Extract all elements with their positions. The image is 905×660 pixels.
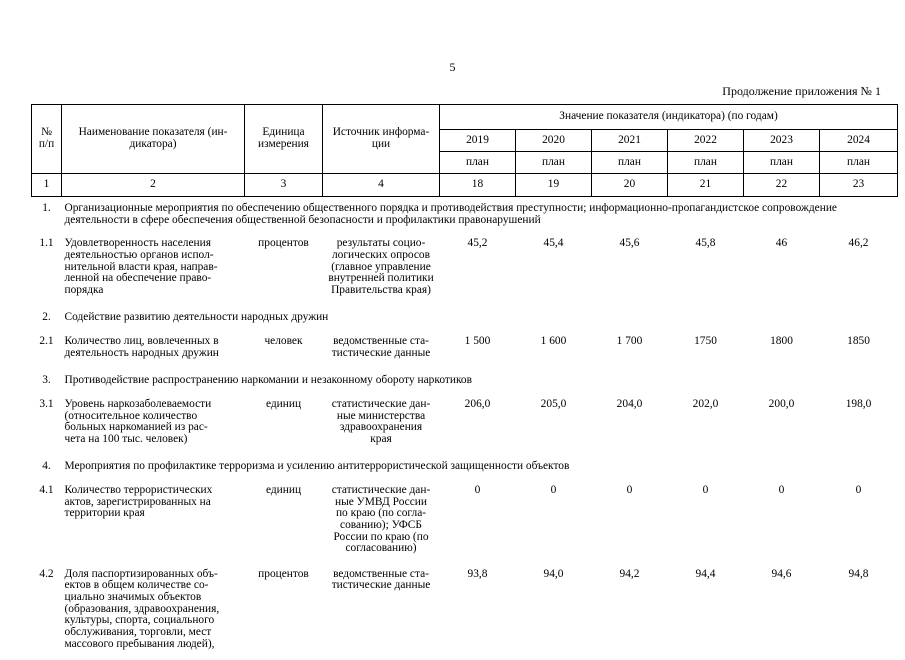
col-number: 4 xyxy=(323,174,440,197)
year-value: 46,2 xyxy=(820,234,898,306)
section-number: 1. xyxy=(32,197,62,235)
indicator-name: Удовлетворенность населения деятельностью органов испол- нительной власти края, направ- ленной на обеспечение право- порядка xyxy=(62,234,245,306)
unit: процентов xyxy=(245,234,323,306)
section-row xyxy=(32,455,898,481)
year-value: 205,0 xyxy=(516,395,592,456)
section-title: Противодействие распространению наркомании и незаконному обороту наркотиков xyxy=(62,369,898,395)
year-value: 0 xyxy=(668,481,744,565)
year-value: 1 600 xyxy=(516,332,592,369)
header-source: Источник информа- ции xyxy=(323,105,440,174)
col-number: 3 xyxy=(245,174,323,197)
table-row xyxy=(32,481,898,565)
source: ведомственные ста- тистические данные xyxy=(323,332,440,369)
header-plan: план xyxy=(592,152,668,174)
header-year: 2024 xyxy=(820,130,898,152)
header-num: № п/п xyxy=(32,105,62,174)
source: статистические дан- ные министерства здравоохранения края xyxy=(323,395,440,456)
header-unit: Единица измерения xyxy=(245,105,323,174)
year-value: 1750 xyxy=(668,332,744,369)
col-number: 21 xyxy=(668,174,744,197)
section-row xyxy=(32,306,898,332)
section-number: 3. xyxy=(32,369,62,395)
table-row xyxy=(32,565,898,660)
year-value: 0 xyxy=(820,481,898,565)
indicator-name: Доля паспортизированных объ- ектов в общем количестве со- циально значимых объектов (образования, здравоохранения, культуры, спорта, социального обслуживания, торговли, мест массового пребывания людей), xyxy=(62,565,245,660)
col-number: 23 xyxy=(820,174,898,197)
section-title: Содействие развитию деятельности народных дружин xyxy=(62,306,898,332)
section-number: 2. xyxy=(32,306,62,332)
header-plan: план xyxy=(440,152,516,174)
table-row xyxy=(32,395,898,456)
header-year: 2023 xyxy=(744,130,820,152)
year-value: 94,4 xyxy=(668,565,744,660)
section-row xyxy=(32,197,898,235)
indicator-name: Количество лиц, вовлеченных в деятельность народных дружин xyxy=(62,332,245,369)
year-value: 45,2 xyxy=(440,234,516,306)
col-number: 20 xyxy=(592,174,668,197)
source: ведомственные ста- тистические данные xyxy=(323,565,440,660)
year-value: 45,6 xyxy=(592,234,668,306)
year-value: 93,8 xyxy=(440,565,516,660)
indicators-table xyxy=(31,104,898,660)
col-number: 19 xyxy=(516,174,592,197)
year-value: 1 700 xyxy=(592,332,668,369)
table-header xyxy=(32,105,898,197)
page-number: 5 xyxy=(0,60,905,75)
year-value: 1850 xyxy=(820,332,898,369)
year-value: 198,0 xyxy=(820,395,898,456)
year-value: 204,0 xyxy=(592,395,668,456)
year-value: 206,0 xyxy=(440,395,516,456)
header-plan: план xyxy=(744,152,820,174)
header-year: 2021 xyxy=(592,130,668,152)
header-plan: план xyxy=(668,152,744,174)
year-value: 94,8 xyxy=(820,565,898,660)
table-row xyxy=(32,234,898,306)
header-value-group: Значение показателя (индикатора) (по годам) xyxy=(440,105,898,130)
item-number: 1.1 xyxy=(32,234,62,306)
section-title: Организационные мероприятия по обеспечению общественного порядка и противодействия преступности; информационно-пропагандистское сопровождение деятельности в сфере обеспечения общественной безопасности и профилактики правонарушений xyxy=(62,197,898,235)
section-title: Мероприятия по профилактике терроризма и усилению антитеррористической защищенности объектов xyxy=(62,455,898,481)
col-number: 2 xyxy=(62,174,245,197)
header-name: Наименование показателя (ин- дикатора) xyxy=(62,105,245,174)
year-value: 45,4 xyxy=(516,234,592,306)
year-value: 45,8 xyxy=(668,234,744,306)
unit: процентов xyxy=(245,565,323,660)
year-value: 94,6 xyxy=(744,565,820,660)
header-year: 2022 xyxy=(668,130,744,152)
year-value: 94,0 xyxy=(516,565,592,660)
year-value: 0 xyxy=(744,481,820,565)
indicator-name: Количество террористических актов, зарегистрированных на территории края xyxy=(62,481,245,565)
continuation-label: Продолжение приложения № 1 xyxy=(722,84,881,99)
header-plan: план xyxy=(516,152,592,174)
year-value: 46 xyxy=(744,234,820,306)
year-value: 1800 xyxy=(744,332,820,369)
year-value: 0 xyxy=(592,481,668,565)
year-value: 202,0 xyxy=(668,395,744,456)
section-row xyxy=(32,369,898,395)
header-year: 2020 xyxy=(516,130,592,152)
section-number: 4. xyxy=(32,455,62,481)
unit: человек xyxy=(245,332,323,369)
item-number: 3.1 xyxy=(32,395,62,456)
unit: единиц xyxy=(245,481,323,565)
col-number: 22 xyxy=(744,174,820,197)
year-value: 0 xyxy=(516,481,592,565)
unit: единиц xyxy=(245,395,323,456)
col-number: 18 xyxy=(440,174,516,197)
header-year: 2019 xyxy=(440,130,516,152)
table-row xyxy=(32,332,898,369)
year-value: 1 500 xyxy=(440,332,516,369)
header-plan: план xyxy=(820,152,898,174)
source: результаты социо- логических опросов (главное управление внутренней политики Правительства края) xyxy=(323,234,440,306)
item-number: 4.2 xyxy=(32,565,62,660)
year-value: 0 xyxy=(440,481,516,565)
item-number: 4.1 xyxy=(32,481,62,565)
indicator-name: Уровень наркозаболеваемости (относительное количество больных наркоманией из рас- чета на 100 тыс. человек) xyxy=(62,395,245,456)
item-number: 2.1 xyxy=(32,332,62,369)
source: статистические дан- ные УМВД России по краю (по согла- сованию); УФСБ России по краю (по согласованию) xyxy=(323,481,440,565)
year-value: 200,0 xyxy=(744,395,820,456)
col-number: 1 xyxy=(32,174,62,197)
year-value: 94,2 xyxy=(592,565,668,660)
table-body xyxy=(32,197,898,660)
